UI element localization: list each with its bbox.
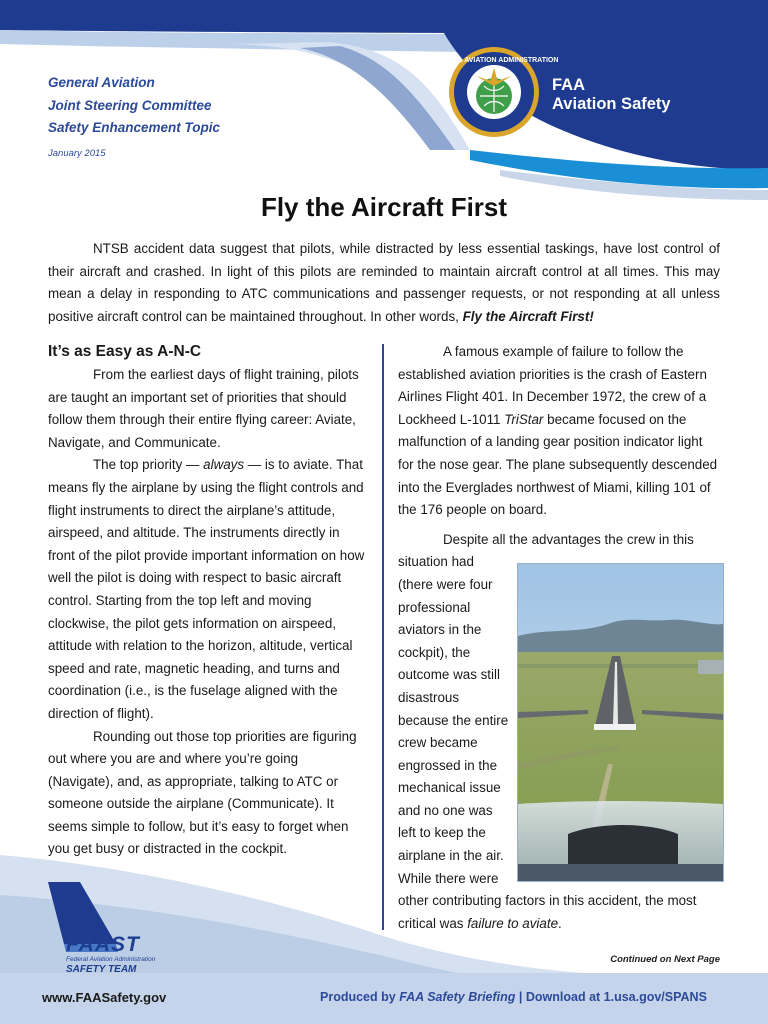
runway-approach-photo: [517, 563, 724, 882]
left-paragraph-3: Rounding out those top priorities are figuring out where you are and where you’re going (Navigate), and, as appropriate, talking to ATC or someone outside the airplane (Communicate). It seems simple to follow, but it’s easy to forget when you get busy or distracted in the cockpit.: [48, 728, 357, 857]
wrap-line: crew became: [398, 735, 478, 751]
wrap-line: airplane in the air.: [398, 848, 504, 864]
wrap-line: disastrous: [398, 689, 460, 705]
wrap-line: professional: [398, 599, 471, 615]
seal-text: FEDERAL AVIATION ADMINISTRATION: [429, 57, 559, 64]
aviation-safety-label: Aviation Safety: [552, 95, 671, 113]
always-emphasis: always: [203, 457, 245, 473]
section-heading: It’s as Easy as A-N-C: [48, 343, 202, 360]
wrap-line: and no one was: [398, 802, 493, 818]
wrap-line: because the entire: [398, 712, 509, 728]
footer-produced-by: Produced by FAA Safety Briefing | Download at 1.usa.gov/SPANS: [320, 990, 707, 1004]
wrap-line: cockpit), the: [398, 644, 471, 660]
faa-aviation-safety-title: [552, 76, 671, 114]
failure-emphasis: failure to aviate: [467, 915, 559, 931]
faast-wordmark: FAAST: [66, 933, 140, 956]
left-paragraph-1: From the earliest days of flight training, pilots are taught an important set of priorities that should follow them through their entire flying career: Aviate, Navigate, and Communicate.: [48, 367, 359, 450]
org-line-3: Safety Enhancement Topic: [48, 120, 221, 135]
download-link[interactable]: Download at 1.usa.gov/SPANS: [525, 990, 707, 1004]
right-paragraph-2-tail: other contributing factors in this accident, the most critical was failure to aviate.: [398, 893, 697, 931]
wrap-line: aviators in the: [398, 622, 482, 638]
wrap-line: mechanical issue: [398, 780, 501, 796]
column-divider: [382, 344, 384, 930]
wrap-line: left to keep the: [398, 825, 486, 841]
intro-emphasis: Fly the Aircraft First!: [462, 308, 594, 324]
right-paragraph-2-first: Despite all the advantages the crew in this: [443, 531, 694, 547]
right-paragraph-2-wrap: [398, 551, 516, 890]
faast-sub-1: Federal Aviation Administration: [66, 956, 156, 963]
wrap-line: (there were four: [398, 576, 493, 592]
org-line-1: General Aviation: [48, 75, 155, 90]
header-org-block: [48, 72, 220, 140]
left-paragraph-2: The top priority — always — is to aviate. That means fly the airplane by using the flight controls and flight instruments to direct the airplane’s attitude, airspeed, and altitude. The instruments directly in front of the pilot provide important information on how well the pilot is doing with respect to basic aircraft control. Starting from the top left and moving clockwise, the pilot gets information on airspeed, attitude with relation to the horizon, altitude, vertical speed and rate, magnetic heading, and turns and coordination (i.e., is the fuselage aligned with the direction of flight).: [48, 457, 365, 721]
continued-label: Continued on Next Page: [610, 954, 720, 965]
intro-paragraph: [48, 238, 720, 328]
issue-date: January 2015: [48, 148, 106, 159]
left-column: [48, 341, 366, 861]
wrap-line: situation had: [398, 554, 474, 570]
tristar-emphasis: TriStar: [504, 411, 544, 427]
wrap-line: outcome was still: [398, 667, 500, 683]
faast-logo-text: [66, 934, 155, 975]
faa-safety-briefing-emphasis: FAA Safety Briefing: [399, 990, 516, 1004]
right-paragraph-1: A famous example of failure to follow the established aviation priorities is the crash of Eastern Airlines Flight 401. In December 1972, the crew of a Lockheed L-1011 TriStar became focused on the malfunction of a landing gear position indicator light for the nose gear. The plane subsequently descended into the Everglades northwest of Miami, killing 101 of the 176 people on board.: [398, 344, 718, 518]
wrap-line: While there were: [398, 870, 499, 886]
intro-text: NTSB accident data suggest that pilots, while distracted by less essential taskings, have lost control of their aircraft and crashed. In light of this pilots are reminded to maintain aircraft control at all times. This may mean a delay in responding to ATC communications and passenger requests, or not responding at all unless positive aircraft control can be maintained throughout. In other words,: [48, 241, 720, 324]
faast-sub-2: SAFETY TEAM: [66, 964, 137, 975]
faasafety-link[interactable]: www.FAASafety.gov: [42, 990, 167, 1005]
faa-label: FAA: [552, 76, 585, 94]
org-line-2: Joint Steering Committee: [48, 97, 212, 113]
wrap-line: engrossed in the: [398, 757, 498, 773]
page-title: Fly the Aircraft First: [260, 192, 508, 222]
faa-seal-logo: [429, 46, 559, 138]
